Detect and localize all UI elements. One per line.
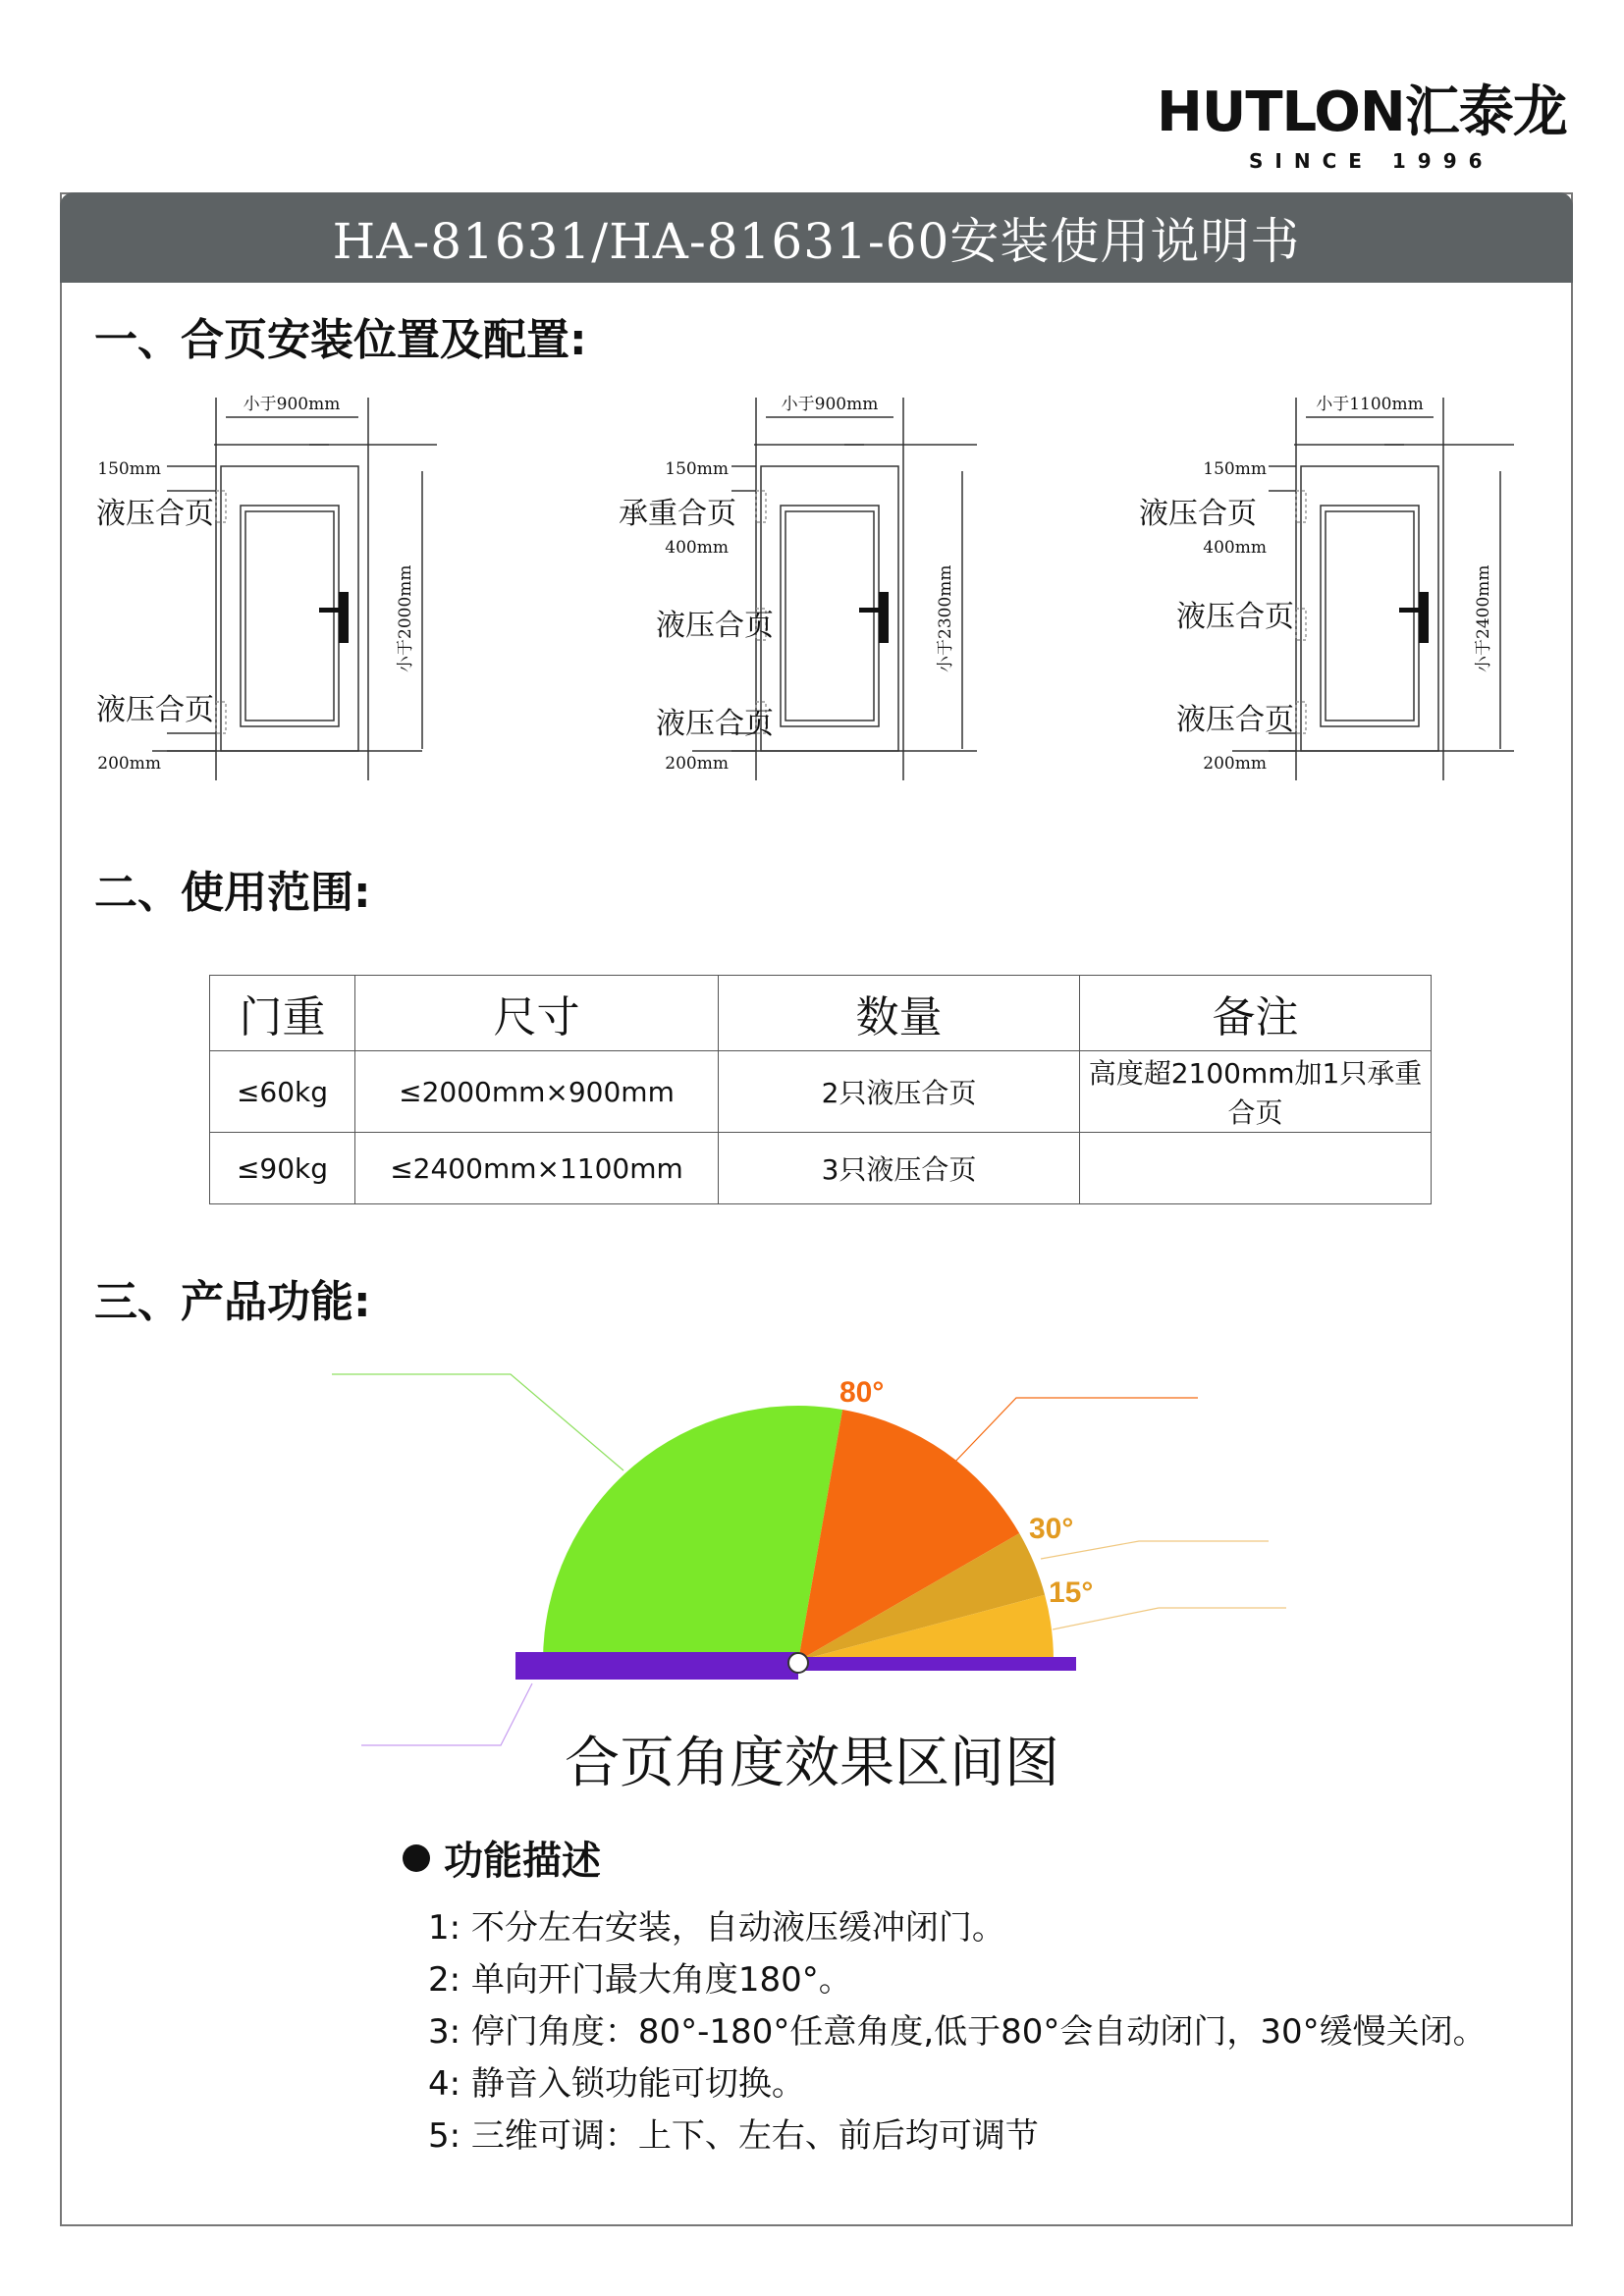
hinge-pivot [788,1653,808,1673]
diagram-1-width-label: 小于900mm [243,395,341,414]
function-heading [403,1830,601,1886]
diagram-2-width-label: 小于900mm [781,395,879,414]
diagram-3-hinge-middle-label: 液压合页 [1176,600,1294,634]
diagram-1-top-offset: 150mm [97,459,161,479]
bullet-icon [403,1844,430,1872]
diagram-3-hinge-bottom-label: 液压合页 [1176,703,1294,737]
function-heading-text: 功能描述 [444,1839,601,1884]
function-list [428,1902,1487,2163]
diagram-3-height-label: 小于2400mm [1474,564,1493,672]
door-bar-left [515,1652,798,1680]
door-bar-right [798,1657,1076,1671]
list-item: 2: 单向开门最大角度180°。 [428,1960,852,2000]
cell-size: ≤2000mm×900mm [355,1051,719,1133]
cell-quantity: 2只液压合页 [719,1051,1080,1133]
diagram-2-hinge-bottom-label: 液压合页 [656,707,774,741]
diagram-2-hinge-middle-label: 液压合页 [656,609,774,643]
title-bar [60,192,1573,283]
diagram-1-bottom-offset: 200mm [97,754,161,774]
angle-label-30: 30° [1029,1513,1074,1545]
zone-180-80 [543,1406,842,1661]
diagram-2-hinge-top-label: 承重合页 [619,497,736,531]
door-diagram-3 [1129,388,1624,810]
header-remarks: 备注 [1080,976,1432,1051]
header-size: 尺寸 [355,976,719,1051]
table-row [210,1051,1432,1133]
list-item: 1: 不分左右安装，自动液压缓冲闭门。 [428,1908,1005,1948]
diagram-2-bottom-offset: 200mm [665,754,729,774]
list-item: 4: 静音入锁功能可切换。 [428,2064,805,2104]
page-title: HA-81631/HA-81631-60安装使用说明书 [332,213,1301,270]
section-features-heading: 三、产品功能: [94,1277,371,1327]
cell-weight: ≤60kg [210,1051,355,1133]
cell-remarks: 高度超2100mm加1只承重合页 [1080,1051,1432,1133]
leader-line-green [332,1374,623,1470]
cell-quantity: 3只液压合页 [719,1133,1080,1204]
table-header-row [210,976,1432,1051]
header-door-weight: 门重 [210,976,355,1051]
door-diagram-1 [88,388,599,810]
diagram-2-top-offset: 150mm [665,459,729,479]
leader-line-orange [952,1398,1198,1465]
leader-line-30 [1041,1541,1269,1559]
diagram-3-hinge-top-label: 液压合页 [1139,497,1257,531]
section-install-heading: 一、合页安装位置及配置: [94,315,587,365]
list-item: 3: 停门角度：80°-180°任意角度,低于80°会自动闭门，30°缓慢关闭。 [428,2012,1487,2052]
leader-line-15 [1053,1608,1286,1629]
diagram-3-top-offset: 150mm [1203,459,1267,479]
diagram-2-second-offset: 400mm [665,538,729,558]
header-quantity: 数量 [719,976,1080,1051]
brand-tagline: SINCE 1996 [1249,149,1494,173]
cell-size: ≤2400mm×1100mm [355,1133,719,1204]
diagram-3-second-offset: 400mm [1203,538,1267,558]
diagram-1-hinge-top-label: 液压合页 [96,497,214,531]
usage-range-table [209,975,1432,1204]
cell-weight: ≤90kg [210,1133,355,1204]
chart-caption: 合页角度效果区间图 [565,1732,1059,1795]
diagram-3-bottom-offset: 200mm [1203,754,1267,774]
cell-remarks [1080,1133,1432,1204]
diagram-2-height-label: 小于2300mm [936,564,955,672]
list-item: 5: 三维可调：上下、左右、前后均可调节 [428,2116,1039,2156]
diagram-1-hinge-bottom-label: 液压合页 [96,693,214,727]
angle-label-15: 15° [1049,1576,1094,1609]
table-row [210,1133,1432,1204]
section-range-heading: 二、使用范围: [94,868,371,918]
angle-label-80: 80° [839,1376,885,1409]
diagram-3-width-label: 小于1100mm [1316,395,1424,414]
brand-logo: HUTLON汇泰龙 [1157,80,1567,144]
diagram-1-height-label: 小于2000mm [396,564,415,672]
door-diagram-2 [609,388,1119,810]
